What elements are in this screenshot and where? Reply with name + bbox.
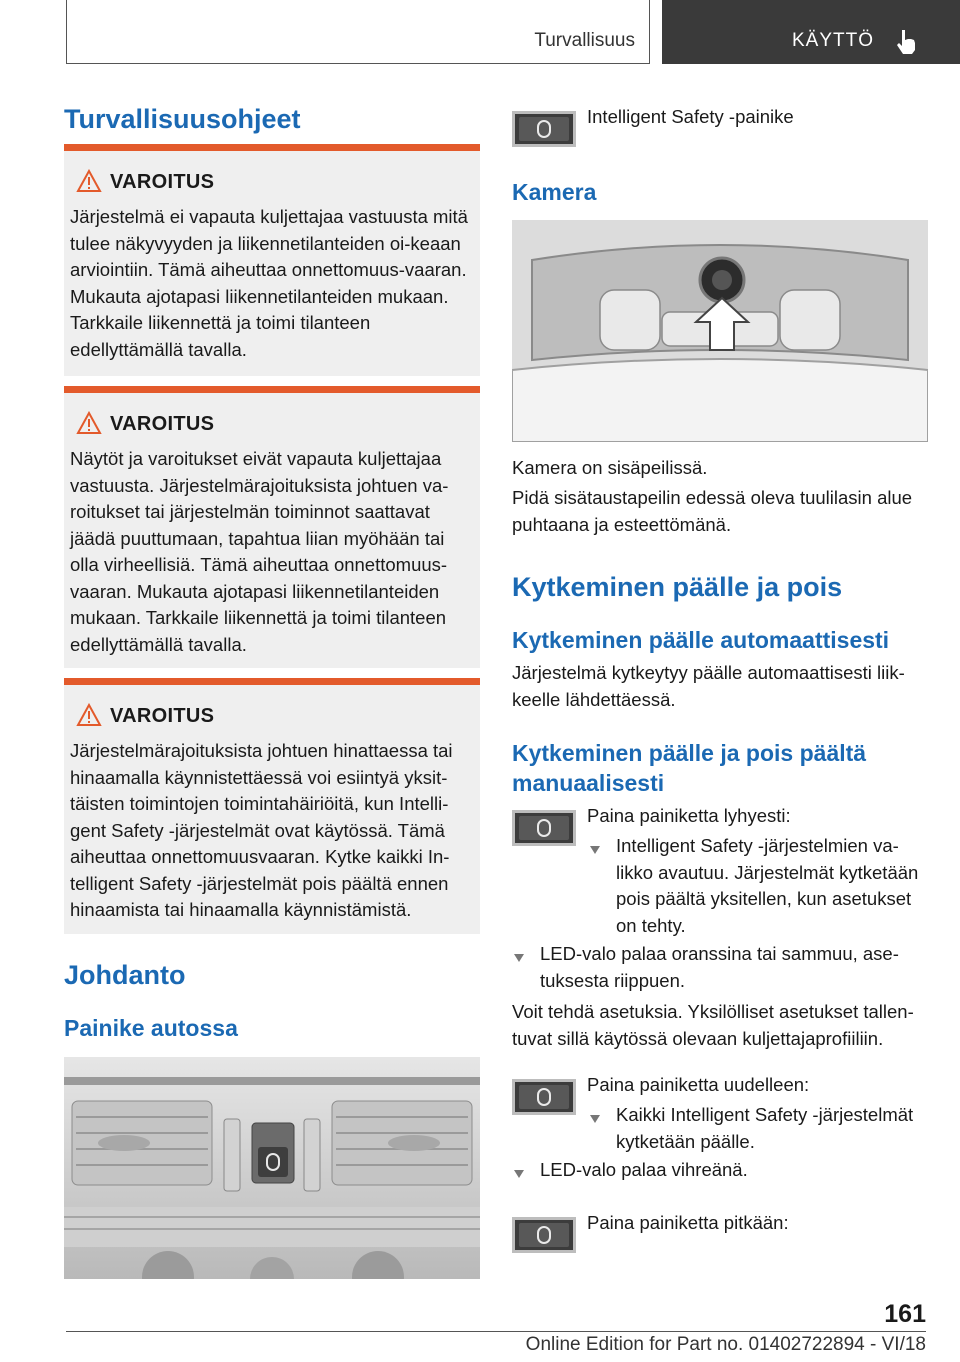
long-press-text: Paina painiketta pitkään: bbox=[587, 1212, 789, 1233]
short-press-item-1: Intelligent Safety -järjestelmien va-likko avautuu. Järjestelmät kytketään pois päältä yksitellen, kun asetukset on tehty. bbox=[616, 835, 919, 936]
list-bullet-icon bbox=[590, 846, 600, 854]
warning-triangle-icon bbox=[76, 169, 102, 193]
again-press-item-1: Kaikki Intelligent Safety -järjestelmät kytketään päälle. bbox=[616, 1104, 914, 1152]
subheading-button-in-car: Painike autossa bbox=[64, 1015, 238, 1041]
camera-clean-text: Pidä sisätaustapeilin edessä oleva tuulilasin alue puhtaana ja esteettömänä. bbox=[512, 487, 913, 535]
subheading-manual-onoff: Kytkeminen päälle ja pois päältä manuaalisesti bbox=[512, 740, 867, 796]
again-press-item-2: LED-valo palaa vihreänä. bbox=[540, 1159, 748, 1180]
dashboard-illustration bbox=[64, 1057, 480, 1279]
warning-text: Järjestelmärajoituksista johtuen hinattaessa tai hinaamalla käynnistettäessä voi esiintyä yksit-täisten toimintojen toimintahäiriöitä, kun Intelli-gent Safety -järjestelmät ovat käytössä. Tämä aiheuttaa onnettomuusvaaran. Kytke kaikki In-telligent Safety -järjestelmät pois päältä ennen hinaamista tai hinaamalla käynnistämistä. bbox=[70, 740, 453, 920]
list-bullet-icon bbox=[514, 1170, 524, 1178]
warning-box-2 bbox=[64, 386, 480, 668]
car-interior-illustration bbox=[512, 220, 928, 442]
intelligent-safety-button-image bbox=[512, 111, 576, 147]
safety-button-icon bbox=[537, 120, 551, 138]
section-heading-johdanto: Johdanto bbox=[64, 960, 186, 990]
warning-text: Järjestelmä ei vapauta kuljettajaa vastuusta mitä tulee näkyvyyden ja liikennetilanteiden oi-keaan arviointiin. Tämä aiheuttaa onnettomuus-vaaran. Mukauta ajotapasi liikennetilanteiden mukaan. Tarkkaile liikennettä ja toimi tilanteen edellyttämällä tavalla. bbox=[70, 206, 468, 360]
page-title: Turvallisuusohjeet bbox=[64, 104, 301, 134]
button-caption: Intelligent Safety -painike bbox=[587, 106, 794, 127]
safety-button-icon bbox=[537, 1088, 551, 1106]
warning-text: Näytöt ja varoitukset eivät vapauta kuljettajaa vastuusta. Järjestelmärajoituksista johtuen va-roitukset tai järjestelmän toiminnot saattavat jäädä puuttumaan, tapahtua liian myöhään tai olla virheellisiä. Tämä aiheuttaa onnettomuus-vaaran. Mukauta ajotapasi liikennetilanteiden mukaan. Tarkkaile liikennettä ja toimi tilanteen edellyttämällä tavalla. bbox=[70, 448, 449, 655]
section-heading-kamera: Kamera bbox=[512, 179, 597, 205]
warning-title: VAROITUS bbox=[110, 171, 215, 193]
settings-text: Voit tehdä asetuksia. Yksilölliset asetukset tallen-tuvat sillä käytössä olevaan kuljettajaprofiiliin. bbox=[512, 1001, 914, 1049]
dashboard-button-photo bbox=[64, 1057, 480, 1279]
header-section-box bbox=[66, 0, 650, 64]
short-press-item-2: LED-valo palaa oranssina tai sammuu, ase-tuksesta riippuen. bbox=[540, 943, 899, 991]
subheading-auto-on: Kytkeminen päälle automaattisesti bbox=[512, 627, 890, 653]
intelligent-safety-button-image bbox=[512, 1079, 576, 1115]
list-bullet-icon bbox=[514, 954, 524, 962]
auto-on-text: Järjestelmä kytkeytyy päälle automaattisesti liik-keelle lähdettäessä. bbox=[512, 662, 905, 710]
again-press-text: Paina painiketta uudelleen: bbox=[587, 1074, 810, 1095]
warning-title: VAROITUS bbox=[110, 705, 215, 727]
safety-button-icon bbox=[537, 1226, 551, 1244]
short-press-text: Paina painiketta lyhyesti: bbox=[587, 805, 791, 826]
safety-button-icon bbox=[537, 819, 551, 837]
warning-box-3 bbox=[64, 678, 480, 934]
section-heading-onoff: Kytkeminen päälle ja pois bbox=[512, 572, 843, 602]
intelligent-safety-button-image bbox=[512, 1217, 576, 1253]
footer-divider bbox=[66, 1331, 926, 1332]
warning-triangle-icon bbox=[76, 703, 102, 727]
warning-title: VAROITUS bbox=[110, 413, 215, 435]
warning-box-1 bbox=[64, 144, 480, 376]
warning-triangle-icon bbox=[76, 411, 102, 435]
edition-note: Online Edition for Part no. 01402722894 - VI/18 bbox=[525, 1334, 926, 1355]
intelligent-safety-button-image bbox=[512, 810, 576, 846]
pointing-hand-icon bbox=[894, 28, 918, 56]
camera-location-text: Kamera on sisäpeilissä. bbox=[512, 457, 708, 478]
page-number: 161 bbox=[884, 1300, 926, 1328]
camera-location-photo bbox=[512, 220, 928, 442]
header-section-title: Turvallisuus bbox=[534, 30, 635, 51]
list-bullet-icon bbox=[590, 1115, 600, 1123]
header-chapter-tab bbox=[662, 0, 960, 64]
header-chapter-label: KÄYTTÖ bbox=[792, 30, 875, 51]
